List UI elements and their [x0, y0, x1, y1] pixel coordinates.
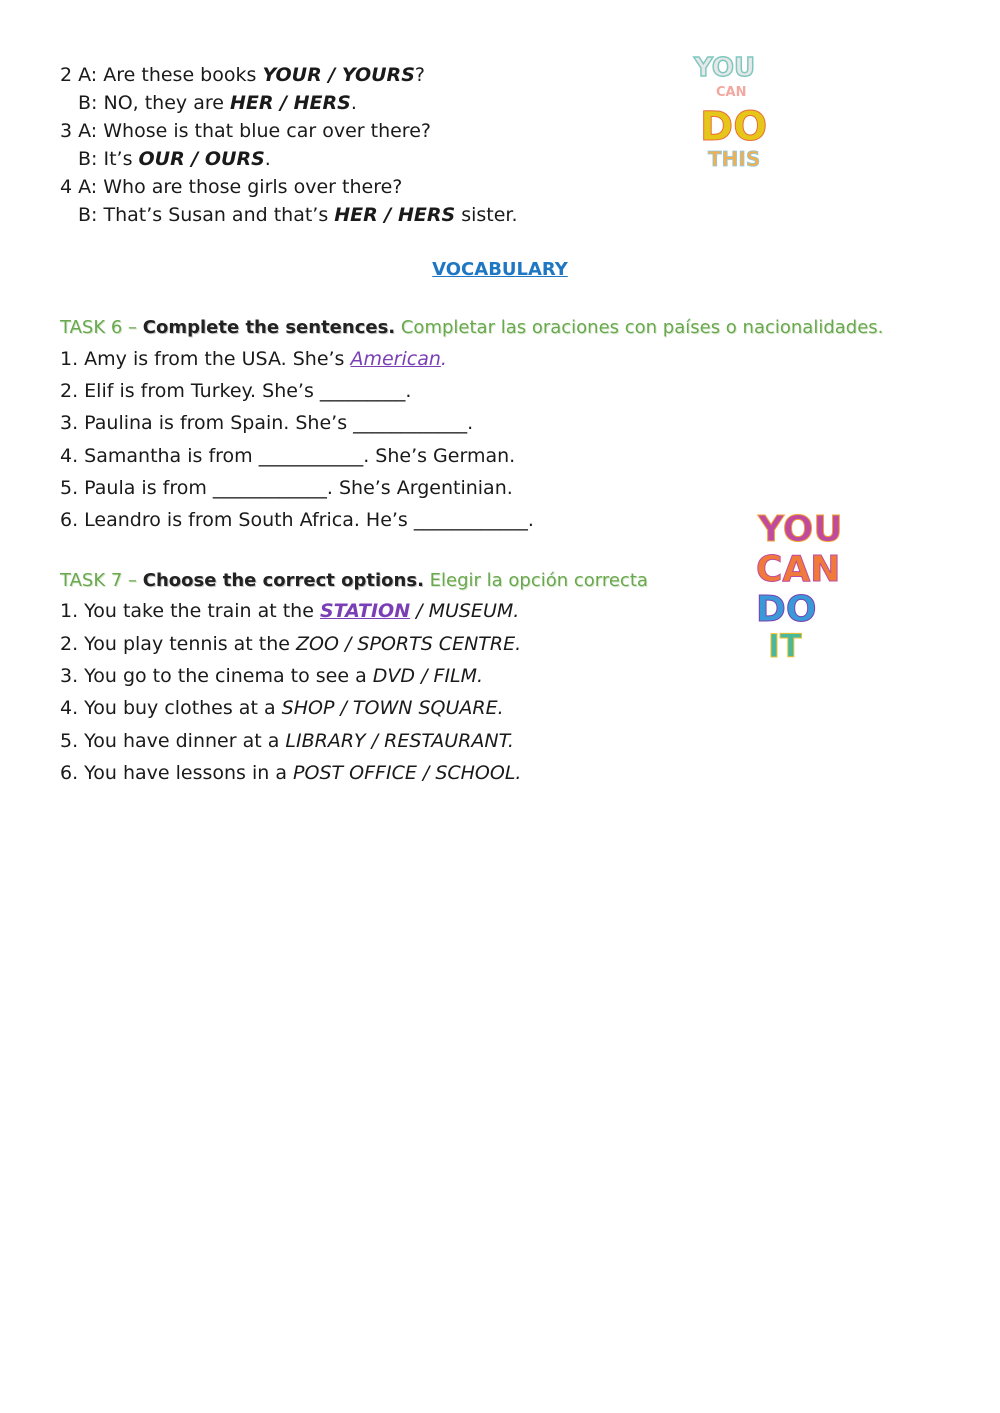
task6-answer-1[interactable]: American — [350, 348, 441, 370]
task7-options-5[interactable]: LIBRARY / RESTAURANT. — [285, 730, 514, 752]
sticker2-word-1: YOU — [758, 509, 843, 550]
choice-her-hers-2[interactable]: HER / HERS — [334, 204, 456, 226]
you-can-do-it-sticker — [752, 505, 852, 663]
task7-item-1: 1. You take the train at the STATION / MUSEUM. — [60, 600, 520, 622]
task7-item-5: 5. You have dinner at a LIBRARY / RESTAURANT. — [60, 730, 514, 752]
task-7-title: TASK 7 – Choose the correct options. Elegir la opción correcta — [60, 570, 648, 591]
task-6-title: TASK 6 – Complete the sentences. Completar las oraciones con países o nacionalidades. — [60, 317, 884, 338]
task6-item-5[interactable]: 5. Paula is from ____________. She’s Argentinian. — [60, 477, 513, 499]
task7-options-6[interactable]: POST OFFICE / SCHOOL. — [293, 762, 522, 784]
you-can-do-this-sticker — [690, 48, 770, 176]
choice-your-yours[interactable]: YOUR / YOURS — [262, 64, 415, 86]
task6-item-3[interactable]: 3. Paulina is from Spain. She’s ____________. — [60, 412, 474, 434]
task6-item-4[interactable]: 4. Samantha is from ___________. She’s German. — [60, 445, 516, 467]
choice-her-hers[interactable]: HER / HERS — [229, 92, 351, 114]
sticker2-word-3: DO — [756, 589, 817, 630]
task7-options-3[interactable]: DVD / FILM. — [372, 665, 484, 687]
task7-item-4: 4. You buy clothes at a SHOP / TOWN SQUARE. — [60, 697, 504, 719]
task7-item-2: 2. You play tennis at the ZOO / SPORTS CENTRE. — [60, 633, 522, 655]
task7-item-3: 3. You go to the cinema to see a DVD / FILM. — [60, 665, 484, 687]
dialogue-4-b: B: That’s Susan and that’s HER / HERS sister. — [78, 204, 518, 226]
sticker1-word-1: YOU — [694, 53, 756, 83]
sticker1-word-2: CAN — [716, 85, 747, 100]
vocabulary-heading: VOCABULARY — [432, 259, 568, 280]
sticker1-word-4: THIS — [708, 147, 761, 171]
dialogue-4-a: 4 A: Who are those girls over there? — [60, 176, 403, 198]
task7-item-6: 6. You have lessons in a POST OFFICE / SCHOOL. — [60, 762, 522, 784]
dialogue-3-a: 3 A: Whose is that blue car over there? — [60, 120, 431, 142]
task7-answer-1[interactable]: STATION — [319, 600, 411, 622]
sticker1-word-3: DO — [700, 104, 768, 150]
task7-options-4[interactable]: SHOP / TOWN SQUARE. — [281, 697, 504, 719]
task6-item-2[interactable]: 2. Elif is from Turkey. She’s _________. — [60, 380, 412, 402]
dialogue-2-b: B: NO, they are HER / HERS. — [78, 92, 357, 114]
choice-our-ours[interactable]: OUR / OURS — [138, 148, 265, 170]
sticker2-word-2: CAN — [756, 549, 841, 590]
dialogue-3-b: B: It’s OUR / OURS. — [78, 148, 271, 170]
task7-options-2[interactable]: ZOO / SPORTS CENTRE. — [296, 633, 522, 655]
dialogue-2-a: 2 A: Are these books YOUR / YOURS? — [60, 64, 425, 86]
sticker2-word-4: IT — [768, 627, 802, 663]
task6-item-1: 1. Amy is from the USA. She’s American. — [60, 348, 447, 370]
task6-item-6[interactable]: 6. Leandro is from South Africa. He’s ____________. — [60, 509, 534, 531]
